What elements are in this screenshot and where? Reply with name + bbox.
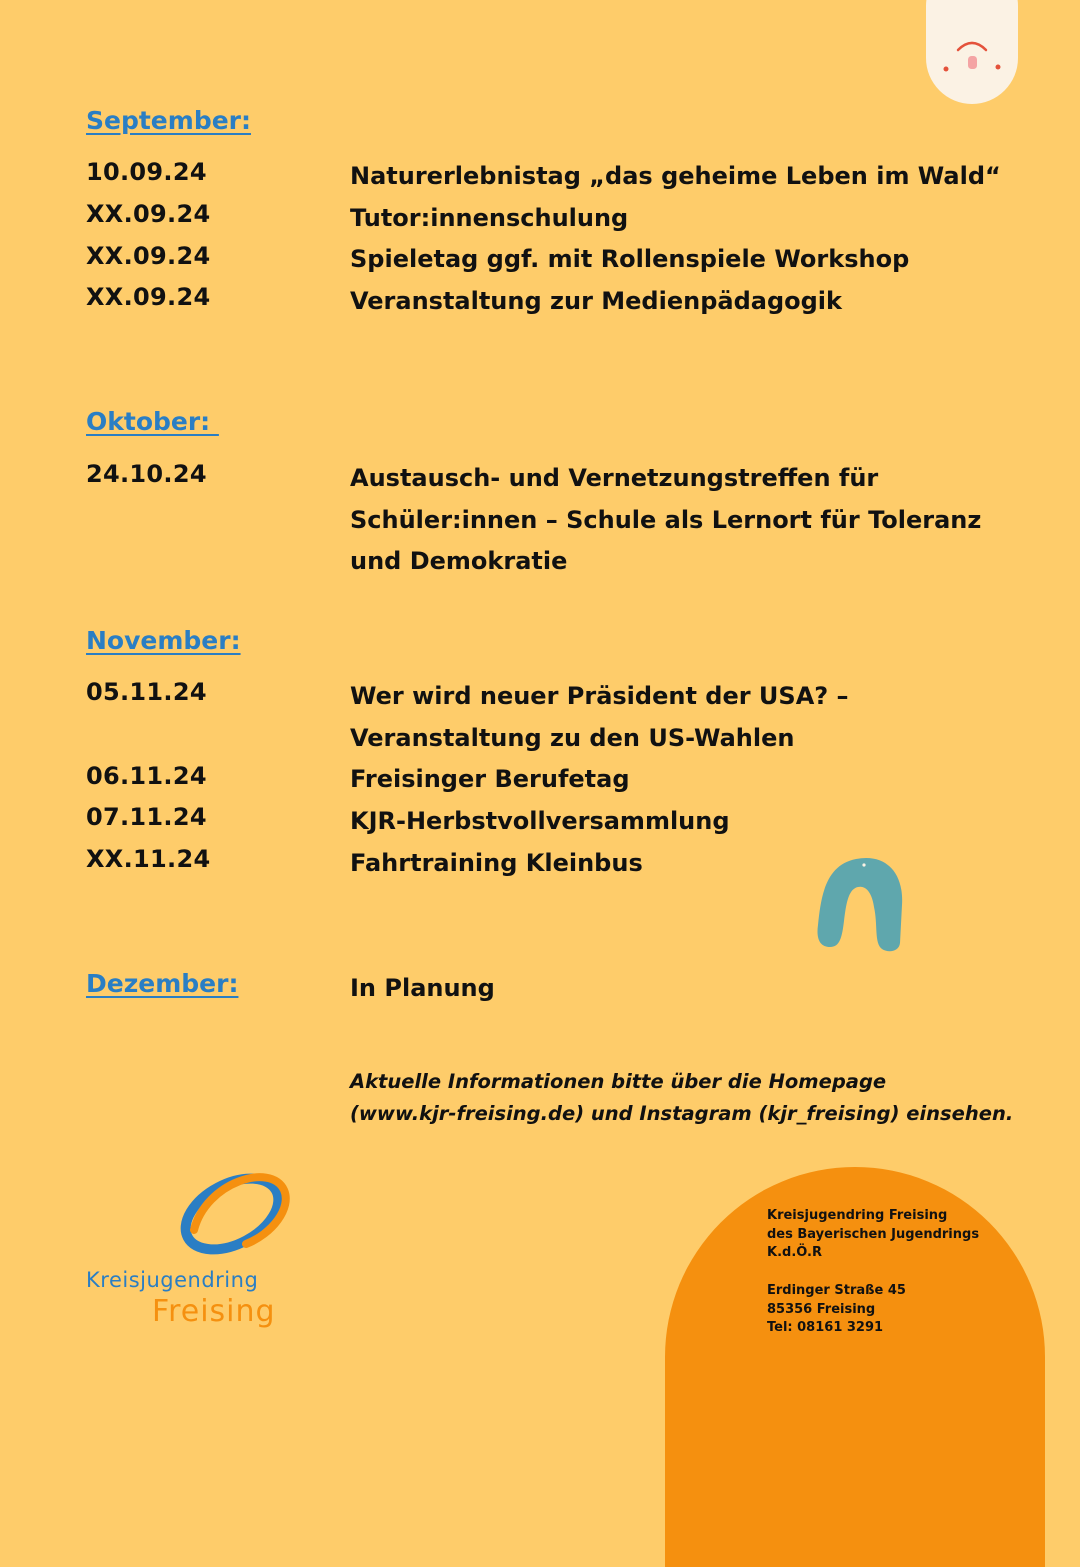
event-title: In Planung [350, 974, 495, 1002]
address-line: Kreisjugendring Freising [767, 1208, 948, 1223]
month-heading-september: September: [86, 106, 251, 135]
event-date: 05.11.24 [86, 678, 207, 706]
event-title: Tutor:innenschulung [350, 204, 629, 232]
blob-illustration [816, 855, 904, 955]
month-heading-november: November: [86, 626, 241, 655]
address-line: 85356 Freising [767, 1301, 876, 1317]
logo-text-kreisjugendring: Kreisjugendring [86, 1268, 259, 1292]
face-illustration [926, 0, 1018, 104]
event-date: 07.11.24 [86, 803, 207, 831]
address-block [767, 1207, 979, 1338]
event-title: Freisinger Berufetag [350, 765, 630, 793]
address-line: K.d.Ö.R [767, 1245, 822, 1261]
event-title: Austausch- und Vernetzungstreffen für Schüler:innen – Schule als Lernort für Toleranz und Demokratie [350, 464, 982, 575]
event-title: Spieletag ggf. mit Rollenspiele Workshop [350, 245, 910, 273]
event-title: KJR-Herbstvollversammlung [350, 807, 730, 835]
address-line: Tel: 08161 3291 [767, 1320, 884, 1336]
event-date: 24.10.24 [86, 460, 207, 488]
event-date: 06.11.24 [86, 762, 207, 790]
info-note-line: Aktuelle Informationen bitte über die Homepage [350, 1070, 887, 1093]
event-title: Naturerlebnistag „das geheime Leben im Wald“ [350, 162, 1001, 190]
event-date: XX.09.24 [86, 242, 211, 270]
month-heading-oktober: Oktober: [86, 407, 219, 436]
kjr-logo [86, 1168, 311, 1338]
event-date: XX.09.24 [86, 283, 211, 311]
event-title: Wer wird neuer Präsident der USA? – Veranstaltung zu den US-Wahlen [350, 682, 849, 752]
month-heading-dezember: Dezember: [86, 969, 239, 998]
event-date: XX.09.24 [86, 200, 211, 228]
info-note-line: (www.kjr-freising.de) und Instagram (kjr_freising) einsehen. [350, 1102, 1014, 1125]
logo-ring-icon [176, 1168, 296, 1263]
event-title: Veranstaltung zur Medienpädagogik [350, 287, 842, 315]
info-note [350, 1066, 1030, 1130]
event-date: XX.11.24 [86, 845, 211, 873]
logo-text-freising: Freising [152, 1294, 276, 1329]
address-line: Erdinger Straße 45 [767, 1282, 906, 1298]
address-line [767, 1263, 979, 1282]
address-line: des Bayerischen Jugendrings [767, 1226, 980, 1242]
event-date: 10.09.24 [86, 158, 207, 186]
event-title: Fahrtraining Kleinbus [350, 849, 643, 877]
